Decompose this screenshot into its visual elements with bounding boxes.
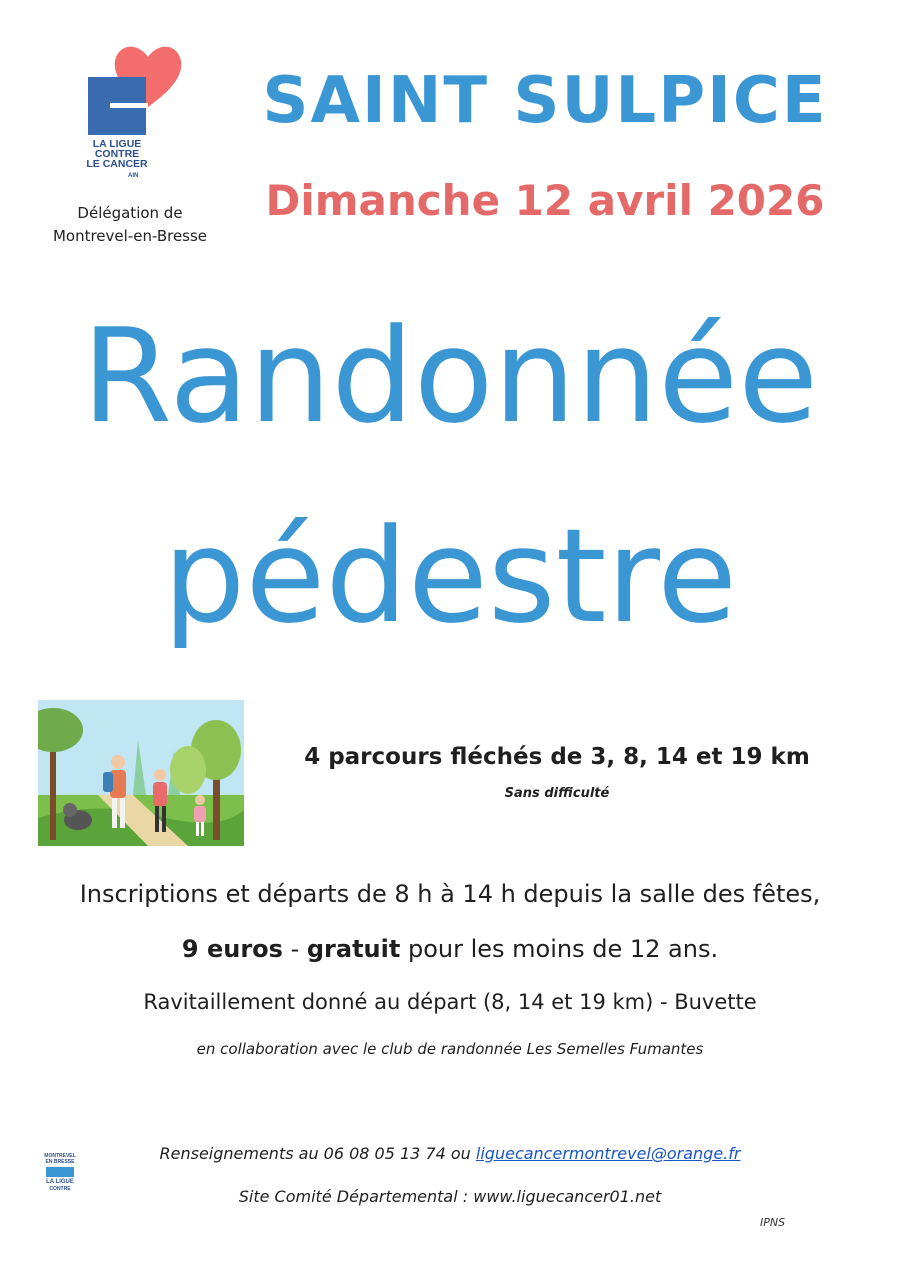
inscriptions-text: Inscriptions et départs de 8 h à 14 h depuis la salle des fêtes, (79, 880, 821, 908)
logo-bar (110, 103, 148, 108)
tarif-price: 9 euros (181, 935, 283, 963)
parcours-text: 4 parcours fléchés de 3, 8, 14 et 19 km (304, 744, 810, 770)
tarif-free: gratuit (306, 935, 401, 963)
hikers-family-illustration (38, 700, 244, 846)
event-title-line-2: pédestre (162, 500, 738, 652)
ligue-logo (88, 45, 183, 195)
parcours-note: Sans difficulté (504, 786, 610, 801)
logo-line-2: CONTRE (94, 148, 140, 160)
email-link[interactable]: liguecancermontrevel@orange.fr (475, 1144, 741, 1163)
logo-text (82, 139, 152, 169)
small-logo-line-1: MONTREVEL (44, 1153, 76, 1159)
delegation (30, 202, 230, 248)
ravitaillement-text: Ravitaillement donné au départ (8, 14 et 19 km) - Buvette (143, 990, 757, 1014)
small-logo-sub: CONTRE (49, 1186, 71, 1192)
small-logo-line-2: EN BRESSE (45, 1159, 75, 1165)
ipns-label: IPNS (760, 1216, 786, 1229)
event-date: Dimanche 12 avril 2026 (265, 176, 825, 225)
tarif-separator: - (282, 935, 307, 963)
renseignements-text: Renseignements au 06 08 05 13 74 ou (159, 1144, 476, 1163)
event-title-line-1: Randonnée (81, 300, 819, 452)
small-logo-shape (46, 1167, 74, 1177)
city-title: SAINT SULPICE (262, 64, 828, 138)
tarif-line (0, 935, 900, 963)
site-text: Site Comité Départemental : www.liguecancer01.net (238, 1187, 662, 1206)
collaboration-text: en collaboration avec le club de randonnée Les Semelles Fumantes (196, 1040, 704, 1058)
tarif-rest: pour les moins de 12 ans. (400, 935, 719, 963)
small-logo-brand: LA LIGUE (46, 1179, 74, 1185)
logo-line-1: LA LIGUE (92, 138, 142, 150)
delegation-line-2: Montrevel-en-Bresse (52, 227, 208, 245)
logo-region: AIN (128, 173, 139, 179)
logo-line-3: LE CANCER (86, 158, 148, 170)
renseignements-line (0, 1144, 900, 1163)
delegation-line-1: Délégation de (77, 204, 183, 222)
